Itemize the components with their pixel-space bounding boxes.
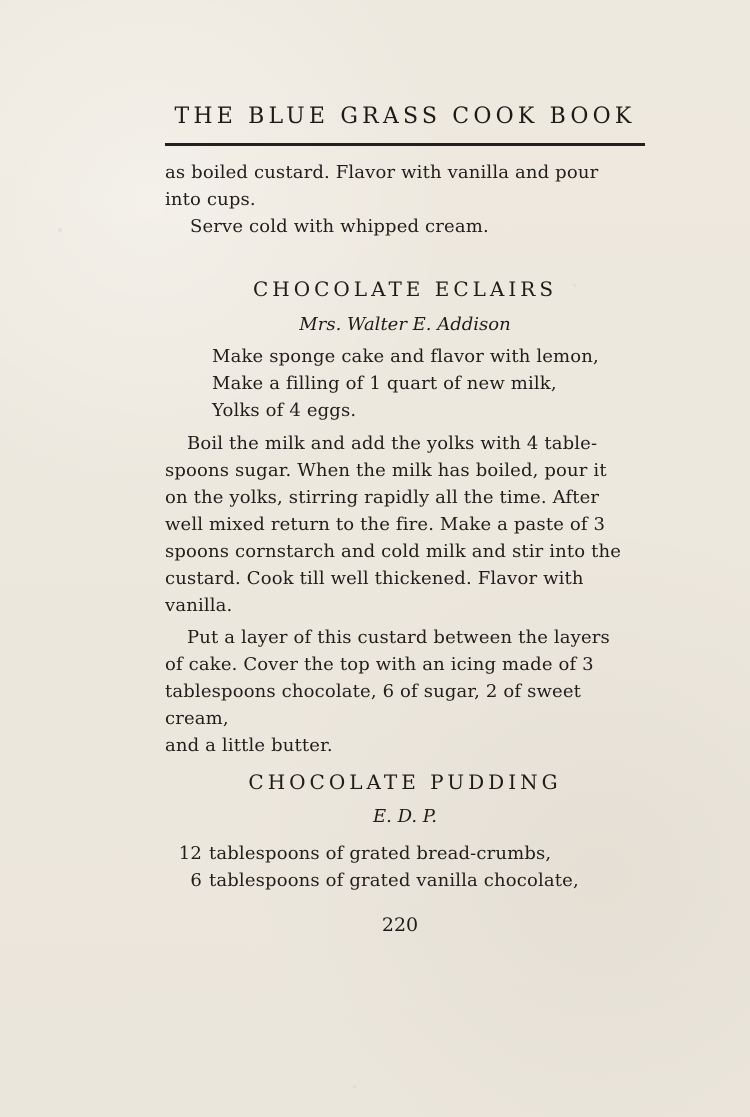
section-title-pudding: CHOCOLATE PUDDING: [248, 770, 562, 794]
pudding-ingredient-qty-2: 6: [190, 870, 202, 891]
eclairs-paragraph-line-6: custard. Cook till well thickened. Flavor with: [165, 568, 584, 589]
eclairs-paragraph2-line-3: tablespoons chocolate, 6 of sugar, 2 of sweet cream,: [165, 681, 582, 729]
pudding-ingredients: [165, 840, 645, 894]
running-head: THE BLUE GRASS COOK BOOK: [174, 104, 636, 129]
section-author-pudding: E. D. P.: [372, 806, 437, 827]
eclairs-paragraph-line-7: vanilla.: [165, 595, 233, 616]
intro-line-2: into cups.: [165, 189, 256, 210]
pudding-ingredient-row-1: [165, 840, 645, 867]
section-author-eclairs: Mrs. Walter E. Addison: [299, 314, 511, 335]
paper-speck: [58, 228, 62, 232]
eclairs-instructions-paragraph-2: [165, 624, 645, 759]
eclairs-paragraph2-line-4: and a little butter.: [165, 735, 333, 756]
pudding-ingredient-text-2: tablespoons of grated vanilla chocolate,: [209, 870, 579, 891]
eclairs-paragraph-line-2: spoons sugar. When the milk has boiled, pour it: [165, 460, 607, 481]
intro-line-1: as boiled custard. Flavor with vanilla and pour: [165, 162, 599, 183]
paper-speck: [353, 1085, 356, 1088]
pudding-ingredient-row-2: [165, 867, 645, 894]
eclairs-ingredients: [212, 343, 642, 424]
eclairs-paragraph-line-4: well mixed return to the fire. Make a paste of 3: [165, 514, 606, 535]
eclairs-ingredient-1: Make sponge cake and flavor with lemon,: [212, 346, 599, 367]
eclairs-paragraph-line-1: Boil the milk and add the yolks with 4 table-: [187, 433, 598, 454]
pudding-ingredient-text-1: tablespoons of grated bread-crumbs,: [209, 843, 552, 864]
intro-line-3: Serve cold with whipped cream.: [190, 216, 489, 237]
eclairs-ingredient-3: Yolks of 4 eggs.: [212, 400, 357, 421]
page-number: 220: [381, 914, 419, 936]
eclairs-paragraph2-line-1: Put a layer of this custard between the layers: [187, 627, 610, 648]
intro-text: [165, 159, 645, 240]
pudding-ingredient-qty-1: 12: [178, 843, 202, 864]
eclairs-paragraph2-line-2: of cake. Cover the top with an icing made of 3: [165, 654, 594, 675]
section-title-eclairs: CHOCOLATE ECLAIRS: [252, 277, 558, 301]
eclairs-paragraph-line-3: on the yolks, stirring rapidly all the time. After: [165, 487, 600, 508]
eclairs-paragraph-line-5: spoons cornstarch and cold milk and stir into the: [165, 541, 622, 562]
eclairs-instructions-paragraph-1: [165, 430, 645, 619]
header-rule: [165, 143, 645, 146]
eclairs-ingredient-2: Make a filling of 1 quart of new milk,: [212, 373, 557, 394]
